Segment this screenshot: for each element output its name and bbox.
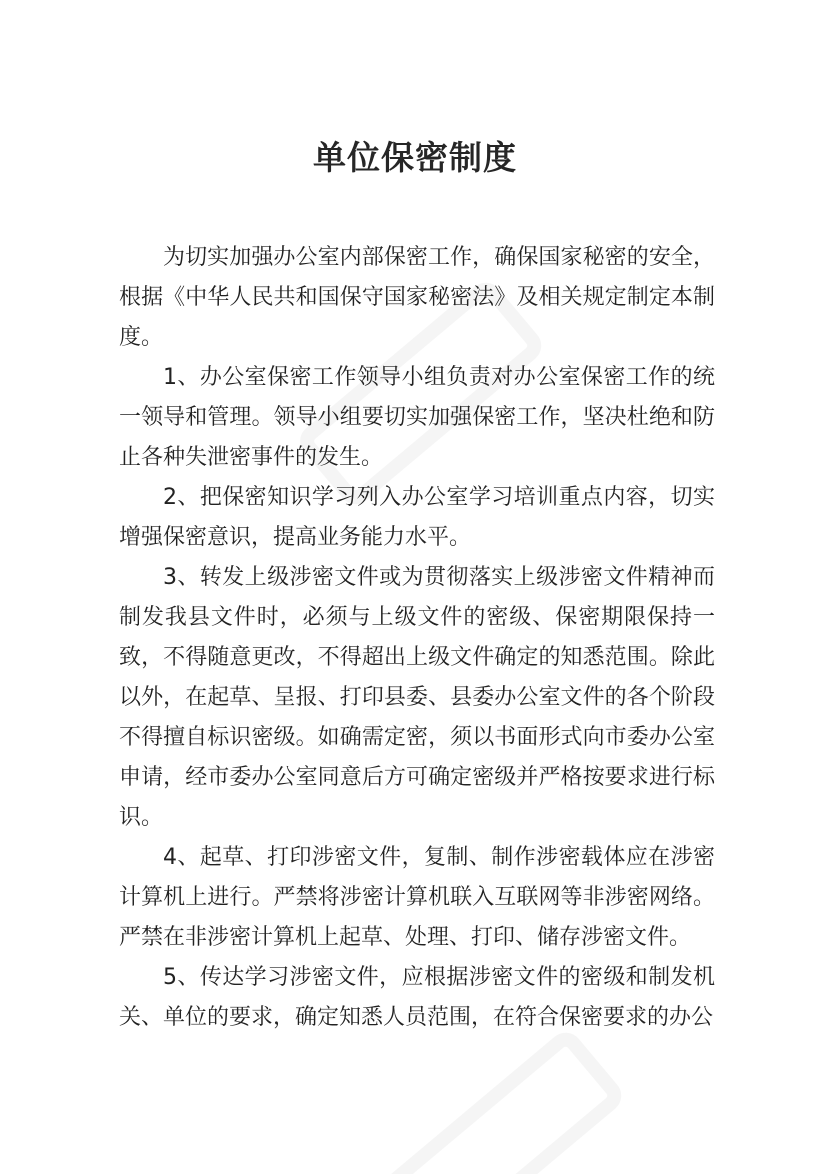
page-title: 单位保密制度: [313, 138, 517, 178]
paragraph-item-3: 3、转发上级涉密文件或为贯彻落实上级涉密文件精神而制发我县文件时，必须与上级文件的密级、保密期限保持一致，不得随意更改，不得超出上级文件确定的知悉范围。除此以外，在起草、呈报、打印县委、县委办公室文件的各个阶段不得擅自标识密级。如确需定密，须以书面形式向市委办公室申请，经市委办公室同意后方可确定密级并严格按要求进行标识。: [119, 565, 715, 830]
paragraph-item-2: 2、把保密知识学习列入办公室学习培训重点内容，切实增强保密意识，提高业务能力水平。: [119, 485, 715, 550]
document-body: [119, 238, 715, 1038]
paragraph-item-5: 5、传达学习涉密文件，应根据涉密文件的密级和制发机关、单位的要求，确定知悉人员范围，在符合保密要求的办公: [119, 965, 715, 1030]
paragraph-item-1: 1、办公室保密工作领导小组负责对办公室保密工作的统一领导和管理。领导小组要切实加强保密工作，坚决杜绝和防止各种失泄密事件的发生。: [119, 365, 715, 470]
paragraph-intro: 为切实加强办公室内部保密工作，确保国家秘密的安全，根据《中华人民共和国保守国家秘密法》及相关规定制定本制度。: [119, 245, 715, 350]
paragraph-item-4: 4、起草、打印涉密文件，复制、制作涉密载体应在涉密计算机上进行。严禁将涉密计算机联入互联网等非涉密网络。严禁在非涉密计算机上起草、处理、打印、储存涉密文件。: [119, 845, 715, 950]
